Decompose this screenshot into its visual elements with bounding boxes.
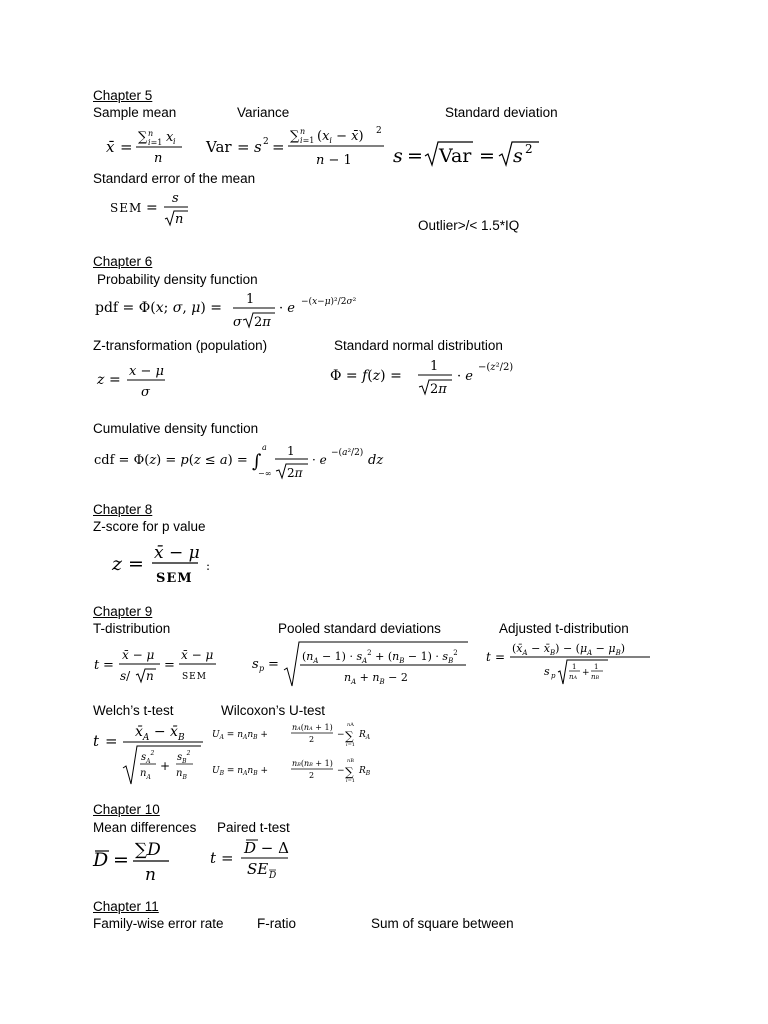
svg-text:sA2: $s_A^2$	[141, 750, 155, 765]
svg-text:2: 2	[376, 126, 382, 136]
svg-text:n: n	[148, 129, 154, 138]
variance-label: Variance	[237, 105, 290, 120]
svg-text:s: s	[254, 138, 262, 156]
adjusted-t-formula	[486, 638, 656, 686]
svg-text:Φ = f(z) =: Φ = f(z) =	[330, 368, 402, 384]
svg-text:a: a	[262, 443, 267, 452]
svg-text:z: z	[112, 553, 123, 575]
wilcoxon-label: Wilcoxon’s U-test	[221, 703, 326, 718]
svg-text:x − μ: x − μ	[129, 364, 164, 379]
svg-text:∑: ∑	[138, 130, 148, 145]
svg-text:−: −	[337, 766, 345, 776]
cdf-formula	[94, 440, 394, 484]
fwer-label: Family-wise error rate	[93, 916, 224, 931]
svg-text:D: D	[269, 871, 277, 881]
svg-text:nB(nB + 1): nB(nB + 1)	[292, 759, 333, 768]
svg-text:x: x	[166, 130, 174, 145]
svg-text:=: =	[103, 658, 114, 673]
t-distribution-formula	[94, 644, 224, 688]
svg-text:cdf = Φ(z) = p(z ≤ a) =: cdf = Φ(z) = p(z ≤ a) =	[94, 453, 248, 468]
svg-text:=: =	[221, 849, 234, 867]
welch-label: Welch’s t-test	[93, 703, 174, 718]
pdf-label: Probability density function	[97, 272, 258, 287]
svg-text:=: =	[120, 138, 133, 156]
svg-text:−∞: −∞	[258, 469, 272, 478]
svg-text:=: =	[105, 732, 118, 750]
svg-text:s: s	[393, 145, 403, 167]
svg-text:σ: σ	[141, 385, 150, 400]
svg-text:pdf = Φ(x; σ, μ) =: pdf = Φ(x; σ, μ) =	[95, 300, 222, 316]
sample-mean-label: Sample mean	[93, 105, 177, 120]
ss-between-label: Sum of square between	[371, 916, 514, 931]
chapter-8-heading: Chapter 8	[93, 502, 153, 517]
paired-t-formula	[210, 836, 300, 882]
svg-text:x̄: x̄	[106, 138, 115, 156]
z-transform-label: Z-transformation (population)	[93, 338, 268, 353]
chapter-11-heading: Chapter 11	[93, 899, 159, 914]
svg-text:nB: $n_B$	[176, 768, 187, 781]
std-normal-formula	[330, 354, 530, 400]
svg-text:· e: · e	[312, 453, 327, 467]
chapter-10-heading: Chapter 10	[93, 802, 160, 817]
svg-text:p: p	[259, 664, 265, 673]
svg-text:1: 1	[246, 292, 255, 307]
svg-text:=: =	[495, 650, 506, 664]
variance-formula	[206, 124, 386, 168]
svg-text:1: 1	[594, 663, 599, 671]
svg-text:nB: nB	[591, 673, 600, 681]
adjusted-t-label: Adjusted t-distribution	[499, 621, 629, 636]
svg-text:RB: $R_B$	[359, 766, 371, 777]
welch-formula	[93, 718, 208, 788]
svg-text:=: =	[113, 849, 129, 871]
svg-text:(xi − x̄): ($x_i$ − x̄)	[317, 129, 364, 145]
zscore-formula	[112, 540, 222, 588]
svg-text:n: n	[300, 127, 306, 136]
svg-text:s: s	[544, 665, 550, 678]
svg-text:D: D	[93, 849, 109, 871]
svg-text:(x̄A − x̄B) − (μA − μB): ($x̄_A$ − $x̄_B) - (\mu_A - \mu_B)$	[512, 642, 626, 657]
svg-text:SEM: SEM	[110, 201, 143, 215]
svg-text:2π: 2π	[254, 315, 271, 330]
svg-text:=: =	[268, 657, 279, 672]
paired-t-label: Paired t-test	[217, 820, 290, 835]
svg-text:=: =	[146, 200, 158, 216]
svg-text:UA = nAnB +: $U_A = n_An_B$ +	[212, 730, 268, 741]
svg-text:s: s	[252, 657, 259, 672]
svg-text:=: =	[407, 145, 423, 167]
svg-text:n: n	[145, 865, 156, 885]
std-normal-label: Standard normal distribution	[334, 338, 503, 353]
svg-text:i=1: i=1	[300, 136, 315, 145]
svg-text:SEM: SEM	[156, 571, 193, 586]
svg-text:p: p	[551, 672, 556, 680]
chapter-5-heading: Chapter 5	[93, 88, 153, 103]
svg-text:nA: $n_A$	[140, 768, 151, 781]
svg-text:t: t	[486, 650, 491, 664]
pooled-sd-formula	[252, 640, 472, 688]
svg-text:∑: ∑	[345, 729, 354, 743]
svg-text:1: 1	[287, 444, 295, 458]
svg-text:t: t	[93, 732, 100, 750]
svg-text:=: =	[237, 138, 250, 156]
wilcoxon-formula	[212, 718, 382, 784]
svg-text:2: 2	[309, 735, 315, 744]
svg-text:2π: 2π	[430, 382, 447, 397]
mean-diff-label: Mean differences	[93, 820, 197, 835]
svg-text:−(a²/2): −(a²/2)	[331, 448, 364, 458]
svg-text:1: 1	[430, 359, 439, 374]
svg-text:∑: ∑	[290, 129, 300, 144]
svg-text:1: 1	[572, 663, 577, 671]
svg-text:UB = nAnB +: $U_B = n_An_B$ +	[212, 766, 269, 777]
svg-text:=: =	[479, 145, 495, 167]
sem-formula	[110, 188, 200, 228]
svg-text:=: =	[109, 372, 121, 388]
f-ratio-label: F-ratio	[257, 916, 297, 931]
outlier-note: Outlier>/< 1.5*IQ	[418, 218, 520, 233]
svg-text:· e: · e	[457, 369, 473, 384]
standard-deviation-formula	[393, 138, 553, 172]
svg-text:(nA − 1) · sA2 + (nB − 1) · sB: $(n_A - 1) \cdot s_A^2 + (n_B - 1) \cdot s_B^2$	[302, 649, 458, 665]
svg-text:x̄ − μ: x̄ − μ	[181, 648, 214, 662]
svg-text:∫: ∫	[252, 451, 262, 472]
svg-text:−: −	[337, 730, 345, 740]
svg-text:=: =	[164, 658, 175, 673]
t-distribution-label: T-distribution	[93, 621, 171, 636]
svg-text:2: 2	[263, 137, 269, 147]
svg-text:n: n	[154, 151, 163, 166]
svg-text:RA: $R_A$	[359, 730, 371, 741]
svg-text:t: t	[94, 658, 100, 673]
svg-text:i=1: i=1	[148, 138, 163, 147]
pdf-formula	[95, 288, 385, 332]
z-transform-formula	[97, 360, 177, 402]
svg-text:x̄ − μ: x̄ − μ	[122, 648, 155, 662]
pooled-sd-label: Pooled standard deviations	[278, 621, 441, 636]
svg-text:=: =	[272, 138, 285, 156]
svg-text:x̄ − μ: x̄ − μ	[154, 543, 200, 563]
svg-text:+: +	[160, 759, 171, 773]
svg-text:i=1: i=1	[346, 742, 355, 748]
svg-text:nA: nA	[569, 673, 578, 681]
svg-text:2π: 2π	[287, 466, 303, 480]
svg-text:· e: · e	[279, 301, 295, 316]
svg-text:s: s	[513, 145, 523, 167]
svg-text:Var: Var	[439, 145, 472, 167]
svg-text:σ: σ	[233, 315, 242, 330]
chapter-9-heading: Chapter 9	[93, 604, 153, 619]
svg-text:i: i	[173, 137, 176, 146]
svg-text:∑D: ∑D	[135, 840, 161, 860]
svg-text:2: 2	[525, 142, 533, 156]
svg-text:SEM: SEM	[182, 672, 207, 682]
chapter-6-heading: Chapter 6	[93, 254, 153, 269]
svg-text:n − 1: n − 1	[316, 153, 352, 168]
svg-text:−(z²/2): −(z²/2)	[478, 362, 514, 373]
sample-mean-formula	[106, 126, 196, 168]
svg-text:t: t	[210, 849, 217, 867]
cdf-label: Cumulative density function	[93, 421, 259, 436]
svg-text:nA: nA	[347, 722, 354, 728]
sem-label: Standard error of the mean	[93, 171, 256, 186]
mean-diff-formula	[93, 836, 183, 884]
svg-text:nA(nA + 1): nA(nA + 1)	[292, 723, 333, 732]
svg-text:s/: s/	[120, 669, 131, 683]
svg-text:Var: Var	[206, 138, 232, 156]
svg-text:x̄A − x̄B: $x̄_A$ − $x̄_B$	[135, 724, 185, 743]
svg-text::: :	[206, 559, 211, 573]
svg-text:z: z	[97, 372, 105, 388]
svg-text:−(x−μ)²/2σ²: −(x−μ)²/2σ²	[301, 297, 357, 307]
svg-text:=: =	[128, 553, 144, 575]
svg-text:nA + nB − 2: $n_A + n_B - 2$	[344, 671, 408, 686]
svg-text:2: 2	[309, 771, 315, 780]
svg-text:n: n	[175, 212, 184, 227]
svg-text:SE: SE	[247, 860, 269, 878]
svg-text:∑: ∑	[345, 765, 354, 779]
svg-text:dz: dz	[368, 453, 384, 468]
svg-text:nB: nB	[347, 758, 354, 764]
standard-deviation-label: Standard deviation	[445, 105, 558, 120]
svg-text:D − Δ: D − Δ	[244, 839, 289, 857]
svg-text:sB2: $s_B^2$	[177, 750, 191, 765]
svg-text:i=1: i=1	[346, 778, 355, 784]
svg-text:+: +	[582, 668, 590, 678]
zscore-label: Z-score for p value	[93, 519, 206, 534]
svg-text:s: s	[172, 191, 179, 206]
svg-text:n: n	[146, 669, 154, 683]
